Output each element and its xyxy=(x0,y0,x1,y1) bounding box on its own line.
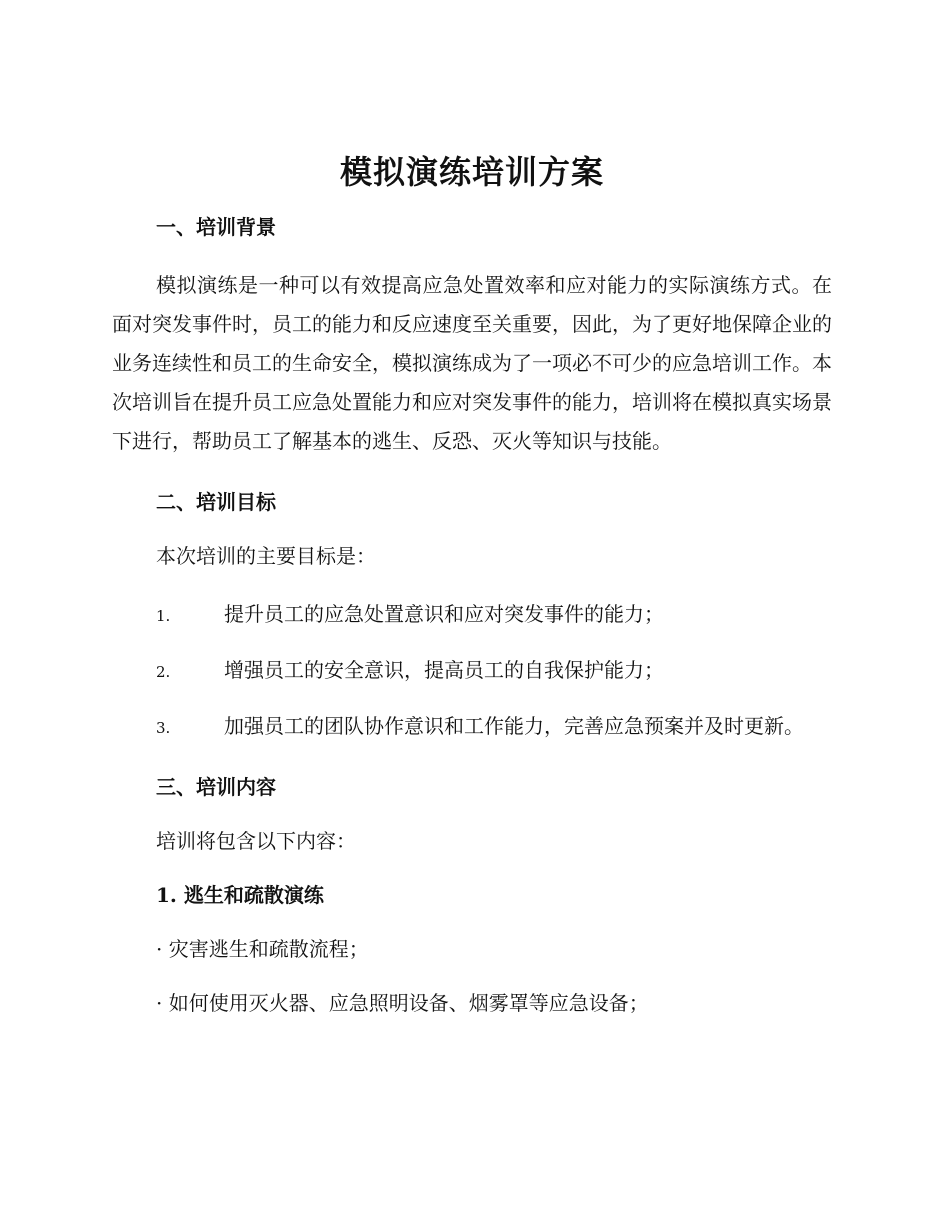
background-paragraph: 模拟演练是一种可以有效提高应急处置效率和应对能力的实际演练方式。在面对突发事件时，员工的能力和反应速度至关重要，因此，为了更好地保障企业的业务连续性和员工的生命安全，模拟演练成为了一项必不可少的应急培训工作。本次培训旨在提升员工应急处置能力和应对突发事件的能力，培训将在模拟真实场景下进行，帮助员工了解基本的逃生、反恐、灭火等知识与技能。 xyxy=(112,273,832,453)
section-heading-objectives: 二、培训目标 xyxy=(156,490,276,514)
bullet-item: · 如何使用灭火器、应急照明设备、烟雾罩等应急设备； xyxy=(156,991,649,1015)
section-heading-content: 三、培训内容 xyxy=(156,775,276,799)
section-heading-background: 一、培训背景 xyxy=(156,215,276,239)
objective-number: 1. xyxy=(156,607,171,625)
objective-number: 3. xyxy=(156,719,171,737)
document-page xyxy=(112,150,832,1018)
objective-text: 加强员工的团队协作意识和工作能力，完善应急预案并及时更新。 xyxy=(224,714,804,738)
objective-number: 2. xyxy=(156,663,171,681)
objective-item xyxy=(112,651,832,692)
objective-text: 提升员工的应急处置意识和应对突发事件的能力； xyxy=(224,602,664,626)
objectives-intro: 本次培训的主要目标是： xyxy=(156,544,376,568)
subsection-heading-evacuation: 1. 逃生和疏散演练 xyxy=(156,883,324,907)
bullet-item: · 灾害逃生和疏散流程； xyxy=(156,937,369,961)
content-intro: 培训将包含以下内容： xyxy=(156,829,356,853)
document-title: 模拟演练培训方案 xyxy=(339,153,604,191)
objective-item xyxy=(112,595,832,636)
objective-item xyxy=(112,707,832,748)
objective-text: 增强员工的安全意识，提高员工的自我保护能力； xyxy=(224,658,664,682)
